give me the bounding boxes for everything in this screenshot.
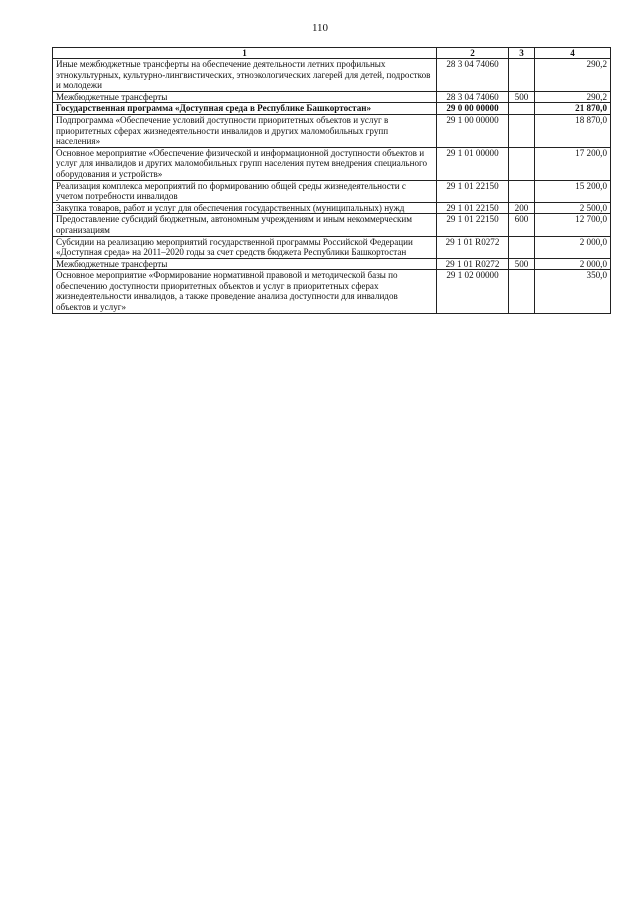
table-row (53, 59, 611, 92)
table-row (53, 236, 611, 258)
cell-type (509, 59, 535, 92)
cell-amount: 290,2 (535, 59, 611, 92)
cell-amount: 290,2 (535, 91, 611, 103)
budget-table (52, 47, 611, 314)
cell-code: 28 3 04 74060 (437, 59, 509, 92)
cell-name: Межбюджетные трансферты (53, 91, 437, 103)
cell-name: Государственная программа «Доступная среда в Республике Башкортостан» (53, 103, 437, 115)
table-row (53, 202, 611, 214)
cell-code: 29 1 01 R0272 (437, 236, 509, 258)
table-row (53, 270, 611, 313)
table-row (53, 91, 611, 103)
cell-amount: 2 500,0 (535, 202, 611, 214)
table-header-row (53, 48, 611, 59)
cell-type (509, 114, 535, 147)
cell-name: Межбюджетные трансферты (53, 258, 437, 270)
cell-code: 29 0 00 00000 (437, 103, 509, 115)
cell-amount: 12 700,0 (535, 214, 611, 236)
cell-type: 500 (509, 91, 535, 103)
table-row (53, 103, 611, 115)
cell-code: 28 3 04 74060 (437, 91, 509, 103)
header-col-2: 2 (437, 48, 509, 59)
cell-name: Субсидии на реализацию мероприятий государственной программы Российской Федерации «Доступная среда» на 2011–2020 годы за счет средств бюджета Республики Башкортостан (53, 236, 437, 258)
cell-type: 600 (509, 214, 535, 236)
cell-amount: 17 200,0 (535, 147, 611, 180)
cell-name: Закупка товаров, работ и услуг для обеспечения государственных (муниципальных) нужд (53, 202, 437, 214)
cell-name: Основное мероприятие «Обеспечение физической и информационной доступности объектов и услуг для инвалидов и других маломобильных групп населения путем внедрения специального оборудования и устройств» (53, 147, 437, 180)
cell-type: 500 (509, 258, 535, 270)
cell-code: 29 1 01 22150 (437, 180, 509, 202)
cell-type: 200 (509, 202, 535, 214)
header-col-1: 1 (53, 48, 437, 59)
cell-code: 29 1 01 R0272 (437, 258, 509, 270)
cell-code: 29 1 01 22150 (437, 202, 509, 214)
cell-name: Предоставление субсидий бюджетным, автономным учреждениям и иным некоммерческим организациям (53, 214, 437, 236)
table-row (53, 214, 611, 236)
table-row (53, 180, 611, 202)
cell-name: Иные межбюджетные трансферты на обеспечение деятельности летних профильных этнокультурных, культурно-лингвистических, этноэкологических лагерей для детей, подростков и молодежи (53, 59, 437, 92)
header-col-3: 3 (509, 48, 535, 59)
table-row (53, 147, 611, 180)
cell-amount: 350,0 (535, 270, 611, 313)
cell-amount: 15 200,0 (535, 180, 611, 202)
cell-name: Реализация комплекса мероприятий по формированию общей среды жизнедеятельности с учетом потребности инвалидов (53, 180, 437, 202)
cell-code: 29 1 00 00000 (437, 114, 509, 147)
table-body (53, 59, 611, 314)
cell-type (509, 103, 535, 115)
page-number: 110 (311, 22, 329, 34)
cell-amount: 2 000,0 (535, 236, 611, 258)
cell-code: 29 1 02 00000 (437, 270, 509, 313)
cell-type (509, 236, 535, 258)
cell-type (509, 270, 535, 313)
cell-amount: 21 870,0 (535, 103, 611, 115)
cell-code: 29 1 01 00000 (437, 147, 509, 180)
cell-type (509, 180, 535, 202)
table-row (53, 258, 611, 270)
cell-name: Основное мероприятие «Формирование нормативной правовой и методической базы по обеспечению доступности приоритетных объектов и услуг в приоритетных сферах жизнедеятельности инвалидов, а также проведение анализа доступности для инвалидов объектов и услуг» (53, 270, 437, 313)
table-row (53, 114, 611, 147)
header-col-4: 4 (535, 48, 611, 59)
cell-amount: 2 000,0 (535, 258, 611, 270)
cell-code: 29 1 01 22150 (437, 214, 509, 236)
cell-amount: 18 870,0 (535, 114, 611, 147)
cell-type (509, 147, 535, 180)
cell-name: Подпрограмма «Обеспечение условий доступности приоритетных объектов и услуг в приоритетных сферах жизнедеятельности инвалидов и других маломобильных групп населения» (53, 114, 437, 147)
